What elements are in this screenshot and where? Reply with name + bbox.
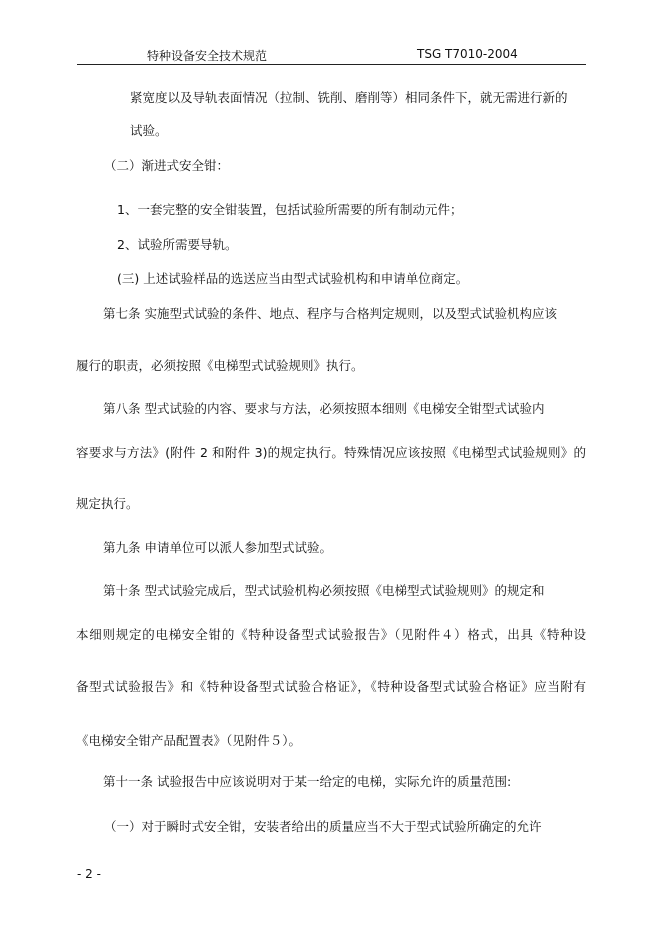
body-line: 试验。 (130, 123, 168, 138)
body-line: (三) 上述试验样品的选送应当由型式试验机构和申请单位商定。 (117, 271, 469, 286)
article-10-line-4: 《电梯安全钳产品配置表》（见附件５）。 (76, 733, 302, 748)
header-title: 特种设备安全技术规范 (147, 49, 268, 63)
article-11-line-2: （一）对于瞬时式安全钳，安装者给出的质量应当不大于型式试验所确定的允许 (104, 819, 542, 834)
article-7-line-1: 第七条 实施型式试验的条件、地点、程序与合格判定规则，以及型式试验机构应该 (103, 306, 557, 321)
body-line: 紧宽度以及导轨表面情况（拉制、铣削、磨削等）相同条件下，就无需进行新的 (130, 90, 568, 105)
article-10-line-1: 第十条 型式试验完成后，型式试验机构必须按照《电梯型式试验规则》的规定和 (103, 583, 545, 598)
article-10-line-3: 备型式试验报告》和《特种设备型式试验合格证》，《特种设备型式试验合格证》应当附有 (76, 679, 586, 694)
page-header (77, 44, 586, 65)
article-11-line-1: 第十一条 试验报告中应该说明对于某一给定的电梯，实际允许的质量范围: (103, 774, 512, 789)
article-9-line: 第九条 申请单位可以派人参加型式试验。 (103, 540, 332, 555)
article-8-line-1: 第八条 型式试验的内容、要求与方法，必须按照本细则《电梯安全钳型式试验内 (103, 401, 545, 416)
article-7-line-2: 履行的职责，必须按照《电梯型式试验规则》执行。 (76, 358, 364, 373)
list-item: 1、一套完整的安全钳装置，包括试验所需要的所有制动元件； (117, 202, 463, 217)
header-code: TSG T7010-2004 (417, 47, 518, 61)
article-8-line-2: 容要求与方法》(附件 2 和附件 3)的规定执行。特殊情况应该按照《电梯型式试验规则》的 (76, 445, 586, 460)
section-heading: （二）渐进式安全钳： (104, 158, 230, 173)
article-8-line-3: 规定执行。 (76, 496, 139, 511)
list-item: 2、试验所需要导轨。 (117, 237, 238, 252)
page-number: - 2 - (77, 867, 101, 881)
article-10-line-2: 本细则规定的电梯安全钳的《特种设备型式试验报告》（见附件４）格式，出具《特种设 (76, 627, 586, 642)
